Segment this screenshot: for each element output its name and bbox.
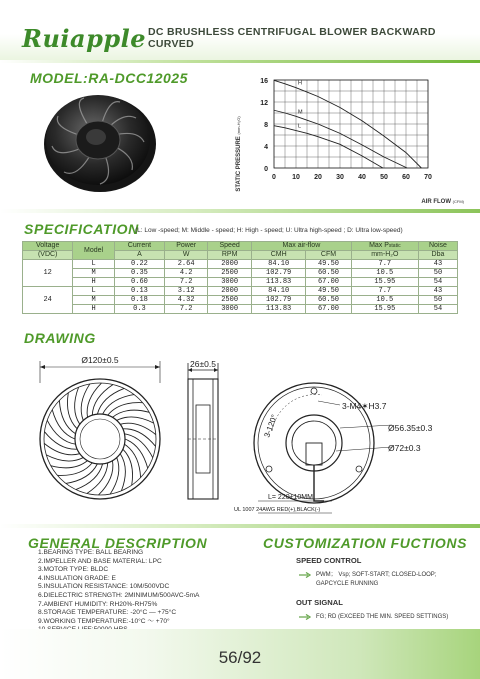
table-cell: 3000 — [208, 305, 252, 314]
spec-unit: (VDC) — [23, 251, 73, 260]
table-cell: 15.95 — [351, 305, 418, 314]
spec-header-noise: Noise — [418, 242, 457, 251]
page-title: DC BRUSHLESS CENTRIFUGAL BLOWER BACKWARD CURVED — [148, 26, 436, 50]
impeller-blade — [117, 417, 154, 423]
table-cell: 67.00 — [306, 305, 351, 314]
x-tick-label: 20 — [314, 174, 322, 181]
spec-header-speed: Speed — [208, 242, 252, 251]
table-row — [23, 260, 458, 269]
voltage-cell: 24 — [23, 287, 73, 314]
spec-unit: RPM — [208, 251, 252, 260]
impeller-blade — [120, 454, 125, 491]
general-item: 3.MOTOR TYPE: BLDC — [38, 566, 109, 574]
impeller-blade — [75, 387, 80, 424]
arrow-right-icon — [299, 572, 311, 578]
table-cell: 7.7 — [351, 287, 418, 296]
chart-ylabel: STATIC PRESSURE (mm-H₂O) — [236, 116, 242, 192]
speed-control-text: PWM； Vsp; SOFT-START; CLOSED-LOOP; GAPCYCLE RUNNING — [296, 571, 466, 589]
impeller-blade — [125, 439, 148, 468]
general-item: 1.BEARING TYPE: BALL BEARING — [38, 549, 144, 556]
impeller-blade — [113, 410, 150, 417]
spec-table — [22, 241, 458, 314]
impeller-blade — [97, 388, 124, 414]
spec-header-pressure: Max Pstatic — [351, 242, 418, 251]
x-tick-label: 0 — [272, 174, 276, 181]
spec-header-current: Current — [114, 242, 164, 251]
impeller-blade — [47, 420, 75, 444]
x-tick-label: 30 — [336, 174, 344, 181]
impeller-blade — [66, 464, 97, 484]
general-item: 5.INSULATION RESISTANCE: 10M/500VDC — [38, 583, 170, 591]
general-item: 9.WORKING TEMPERATURE:-10°C 〜 +70° — [38, 617, 170, 625]
table-row — [23, 296, 458, 305]
series-label: M — [298, 109, 303, 116]
table-cell: 2.64 — [165, 260, 208, 269]
table-cell: 2000 — [208, 287, 252, 296]
spec-title: SPECIFICATION — [24, 221, 139, 237]
x-tick-label: 50 — [380, 174, 388, 181]
table-cell: M — [73, 269, 114, 278]
spec-header-model: Model — [73, 242, 114, 260]
out-signal-title: OUT SIGNAL — [296, 598, 343, 607]
table-cell: 113.83 — [252, 305, 306, 314]
x-tick-label: 60 — [402, 174, 410, 181]
table-cell: 0.60 — [114, 278, 164, 287]
general-title: GENERAL DESCRIPTION — [28, 535, 208, 551]
series-line-L — [274, 123, 383, 168]
y-tick-label: 4 — [264, 144, 268, 151]
table-cell: L — [73, 287, 114, 296]
x-tick-label: 40 — [358, 174, 366, 181]
voltage-cell: 12 — [23, 260, 73, 287]
impeller-blade — [76, 464, 103, 490]
table-cell: 60.50 — [306, 296, 351, 305]
front-view — [40, 361, 160, 499]
impeller-blade — [92, 385, 113, 416]
impeller-blade — [124, 434, 152, 458]
table-cell: 43 — [418, 287, 457, 296]
out-signal-text: FG; RD (EXCEED THE MIN. SPEED SETTINGS) — [296, 613, 466, 622]
section-divider — [0, 209, 480, 213]
table-cell: 102.79 — [252, 269, 306, 278]
speed-control-title: SPEED CONTROL — [296, 556, 362, 565]
arrow-right-icon — [299, 614, 311, 620]
model-title: MODEL:RA-DCC12025 — [30, 70, 188, 86]
table-cell: 7.2 — [165, 278, 208, 287]
y-tick-label: 0 — [264, 166, 268, 173]
series-label: L — [298, 123, 302, 130]
table-row — [23, 269, 458, 278]
table-cell: 67.00 — [306, 278, 351, 287]
impeller-blade — [87, 383, 101, 417]
spec-unit: CMH — [252, 251, 306, 260]
table-cell: 15.95 — [351, 278, 418, 287]
impeller-blade — [87, 463, 108, 494]
spec-header-power: Power — [165, 242, 208, 251]
table-cell: 102.79 — [252, 296, 306, 305]
dim-inner-diameter: Ø56.35±0.3 — [388, 423, 433, 433]
table-cell: 54 — [418, 305, 457, 314]
drawing-title: DRAWING — [24, 330, 96, 346]
general-list — [38, 549, 199, 635]
section-divider — [0, 524, 480, 528]
series-line-M — [274, 110, 407, 168]
impeller-blade — [123, 429, 156, 447]
pq-curve-chart — [232, 72, 472, 212]
dim-lead-length: L= 220±10MM — [268, 494, 313, 501]
dim-wire-spec: UL 1007 24AWG RED(+),BLACK(-) — [234, 507, 321, 513]
table-cell: 10.5 — [351, 296, 418, 305]
table-cell: 43 — [418, 260, 457, 269]
table-cell: 2500 — [208, 296, 252, 305]
impeller-blade — [51, 461, 88, 468]
table-cell: 0.3 — [114, 305, 164, 314]
x-tick-label: 70 — [424, 174, 432, 181]
table-cell: 49.50 — [306, 287, 351, 296]
custom-title: CUSTOMIZATION FUCTIONS — [263, 535, 468, 551]
table-cell: 2000 — [208, 260, 252, 269]
table-cell: 49.50 — [306, 260, 351, 269]
header-divider — [0, 60, 480, 63]
dim-thickness: 26±0.5 — [190, 359, 216, 369]
spec-header-airflow: Max air-flow — [252, 242, 352, 251]
table-cell: 50 — [418, 296, 457, 305]
table-cell: 7.7 — [351, 260, 418, 269]
dim-hole-angle: 3-120° — [262, 413, 279, 439]
general-item: 6.DIELECTRIC STRENGTH: 2MINIMUM/500AVC-5mA — [38, 591, 200, 599]
table-cell: 60.50 — [306, 269, 351, 278]
chart-xlabel: AIR FLOW (CFM) — [421, 199, 464, 205]
dim-hub-diameter: Ø72±0.3 — [388, 443, 421, 453]
general-item: 2.IMPELLER AND BASE MATERIAL: LPC — [38, 557, 162, 565]
series-label: H — [298, 80, 302, 87]
brand-logo: Ruiapple — [22, 24, 147, 53]
impeller-blade — [52, 410, 75, 439]
general-item: 8.STORAGE TEMPERATURE: -20°C — +75°C — [38, 609, 177, 617]
impeller-blade — [108, 403, 143, 416]
y-tick-label: 16 — [260, 78, 268, 85]
spec-unit: A — [114, 251, 164, 260]
dimension-drawing — [22, 343, 462, 518]
spec-unit: Dba — [418, 251, 457, 260]
general-item: 4.INSULATION GRADE: E — [38, 574, 116, 582]
table-cell: 84.10 — [252, 287, 306, 296]
table-cell: 2500 — [208, 269, 252, 278]
table-cell: L — [73, 260, 114, 269]
y-tick-label: 12 — [260, 100, 268, 107]
table-row — [23, 305, 458, 314]
table-cell: H — [73, 305, 114, 314]
impeller-blade — [99, 461, 113, 495]
dim-screws: 3-M4✶H3.7 — [342, 401, 387, 411]
spec-unit: mm-H₂O — [351, 251, 418, 260]
table-cell: 3000 — [208, 278, 252, 287]
table-cell: 0.13 — [114, 287, 164, 296]
chart-tick-labels — [260, 78, 432, 181]
table-cell: 0.22 — [114, 260, 164, 269]
table-cell: 7.2 — [165, 305, 208, 314]
table-cell: 54 — [418, 278, 457, 287]
table-cell: 84.10 — [252, 260, 306, 269]
table-cell: 10.5 — [351, 269, 418, 278]
table-cell: 4.2 — [165, 269, 208, 278]
spec-unit: W — [165, 251, 208, 260]
side-view — [188, 363, 218, 499]
general-item: 7.AMBIENT HUMIDITY: RH20%-RH75% — [38, 600, 158, 608]
impeller-blade — [46, 455, 83, 461]
table-cell: 113.83 — [252, 278, 306, 287]
spec-unit: CFM — [306, 251, 351, 260]
page-number: 56/92 — [218, 648, 262, 667]
table-cell: 3.12 — [165, 287, 208, 296]
impeller-blade — [103, 395, 134, 415]
table-cell: 0.18 — [114, 296, 164, 305]
table-cell: 0.35 — [114, 269, 164, 278]
y-tick-label: 8 — [264, 122, 268, 129]
impeller-blade — [57, 463, 92, 476]
spec-header-voltage: Voltage — [23, 242, 73, 251]
blower-fan-image — [40, 90, 160, 194]
table-cell: M — [73, 296, 114, 305]
table-cell: H — [73, 278, 114, 287]
table-cell: 4.32 — [165, 296, 208, 305]
table-row — [23, 278, 458, 287]
dim-diameter: Ø120±0.5 — [81, 355, 119, 365]
table-cell: 50 — [418, 269, 457, 278]
table-row — [23, 287, 458, 296]
impeller-blade — [44, 432, 77, 450]
spec-note: (L: Low -speed; M: Middle - speed; H: High - speed; U: Ultra high-speed ; D: Ultra low-speed) — [135, 227, 403, 234]
x-tick-label: 10 — [292, 174, 300, 181]
